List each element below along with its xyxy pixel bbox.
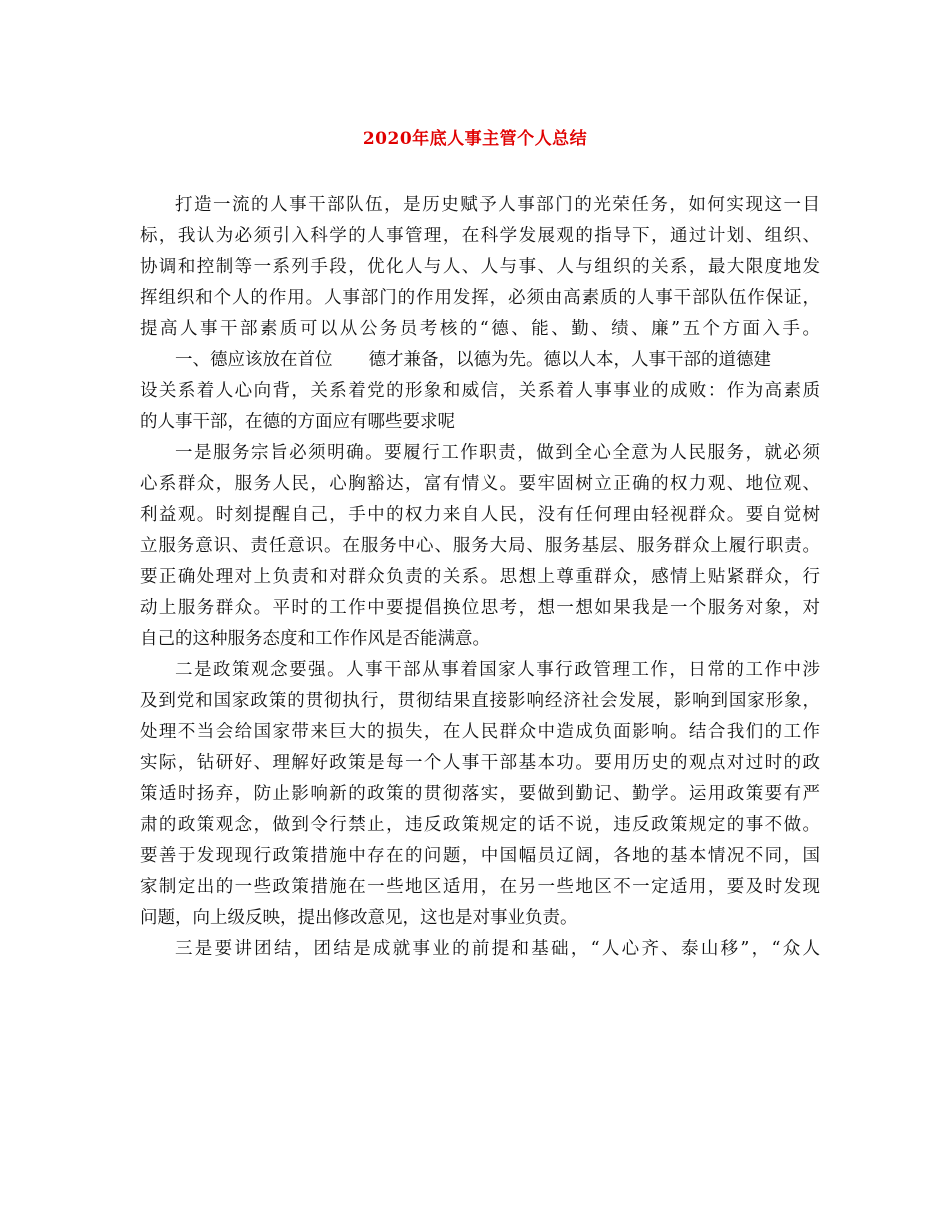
line-text: 利益观。时刻提醒自己，手中的权力来自人民，没有任何理由轻视群众。要自觉树 <box>140 505 820 525</box>
line-text: 协调和控制等一系列手段，优化人与人、人与事、人与组织的关系，最大限度地发 <box>140 257 820 277</box>
line-text: 标，我认为必须引入科学的人事管理，在科学发展观的指导下，通过计划、组织、 <box>140 226 820 246</box>
line-text: 三是要讲团结，团结是成就事业的前提和基础，“人心齐、泰山移”，“众人 <box>175 939 820 959</box>
line-text: 提高人事干部素质可以从公务员考核的“德、能、勤、绩、廉”五个方面入手。 <box>140 319 820 339</box>
line-text: 策适时扬弃，防止影响新的政策的贯彻落实，要做到勤记、勤学。运用政策要有严 <box>140 784 820 804</box>
line-text: 自己的这种服务态度和工作作风是否能满意。 <box>140 629 490 649</box>
line-text: 的人事干部，在德的方面应有哪些要求呢 <box>140 412 455 432</box>
line-text: 挥组织和个人的作用。人事部门的作用发挥，必须由高素质的人事干部队伍作保证， <box>140 288 820 308</box>
line-text: 处理不当会给国家带来巨大的损失，在人民群众中造成负面影响。结合我们的工作 <box>140 722 820 742</box>
text-line <box>140 469 820 500</box>
text-line <box>140 686 820 717</box>
line-text: 要善于发现现行政策措施中存在的问题，中国幅员辽阔，各地的基本情况不同，国 <box>140 846 820 866</box>
line-text: 心系群众，服务人民，心胸豁达，富有情义。要牢固树立正确的权力观、地位观、 <box>140 474 820 494</box>
text-line <box>140 748 820 779</box>
text-line <box>140 252 820 283</box>
text-line <box>140 407 820 438</box>
text-line <box>140 283 820 314</box>
text-line <box>140 841 820 872</box>
line-text: 立服务意识、责任意识。在服务中心、服务大局、服务基层、服务群众上履行职责。 <box>140 536 820 556</box>
text-line <box>140 314 820 345</box>
text-line <box>140 810 820 841</box>
text-line <box>140 624 820 655</box>
text-line <box>140 190 820 221</box>
document-title: 2020年底人事主管个人总结 <box>362 129 588 149</box>
text-line <box>140 531 820 562</box>
line-text: 设关系着人心向背，关系着党的形象和威信，关系着人事事业的成败：作为高素质 <box>140 381 820 401</box>
text-line <box>140 717 820 748</box>
line-text-continued: 德才兼备，以德为先。德以人本，人事干部的道德建 <box>368 350 771 370</box>
line-text: 要正确处理对上负责和对群众负责的关系。思想上尊重群众，感情上贴紧群众，行 <box>140 567 820 587</box>
document-body <box>140 190 820 965</box>
line-text: 问题，向上级反映，提出修改意见，这也是对事业负责。 <box>140 908 578 928</box>
line-text: 一是服务宗旨必须明确。要履行工作职责，做到全心全意为人民服务，就必须 <box>175 443 820 463</box>
text-line <box>140 655 820 686</box>
text-line <box>140 934 820 965</box>
text-line <box>140 345 820 376</box>
text-line <box>140 438 820 469</box>
text-line <box>140 562 820 593</box>
text-line <box>140 903 820 934</box>
line-text: 肃的政策观念，做到令行禁止，违反政策规定的话不说，违反政策规定的事不做。 <box>140 815 820 835</box>
line-text: 二是政策观念要强。人事干部从事着国家人事行政管理工作，日常的工作中涉 <box>175 660 820 680</box>
text-line <box>140 593 820 624</box>
text-line <box>140 500 820 531</box>
text-line <box>140 221 820 252</box>
line-text: 一、德应该放在首位 <box>175 350 333 370</box>
text-line <box>140 376 820 407</box>
text-line <box>140 779 820 810</box>
line-text: 动上服务群众。平时的工作中要提倡换位思考，想一想如果我是一个服务对象，对 <box>140 598 820 618</box>
text-line <box>140 872 820 903</box>
line-text: 及到党和国家政策的贯彻执行，贯彻结果直接影响经济社会发展，影响到国家形象， <box>140 691 820 711</box>
line-text: 家制定出的一些政策措施在一些地区适用，在另一些地区不一定适用，要及时发现 <box>140 877 820 897</box>
line-text: 打造一流的人事干部队伍，是历史赋予人事部门的光荣任务，如何实现这一目 <box>175 195 820 215</box>
line-text: 实际，钻研好、理解好政策是每一个人事干部基本功。要用历史的观点对过时的政 <box>140 753 820 773</box>
